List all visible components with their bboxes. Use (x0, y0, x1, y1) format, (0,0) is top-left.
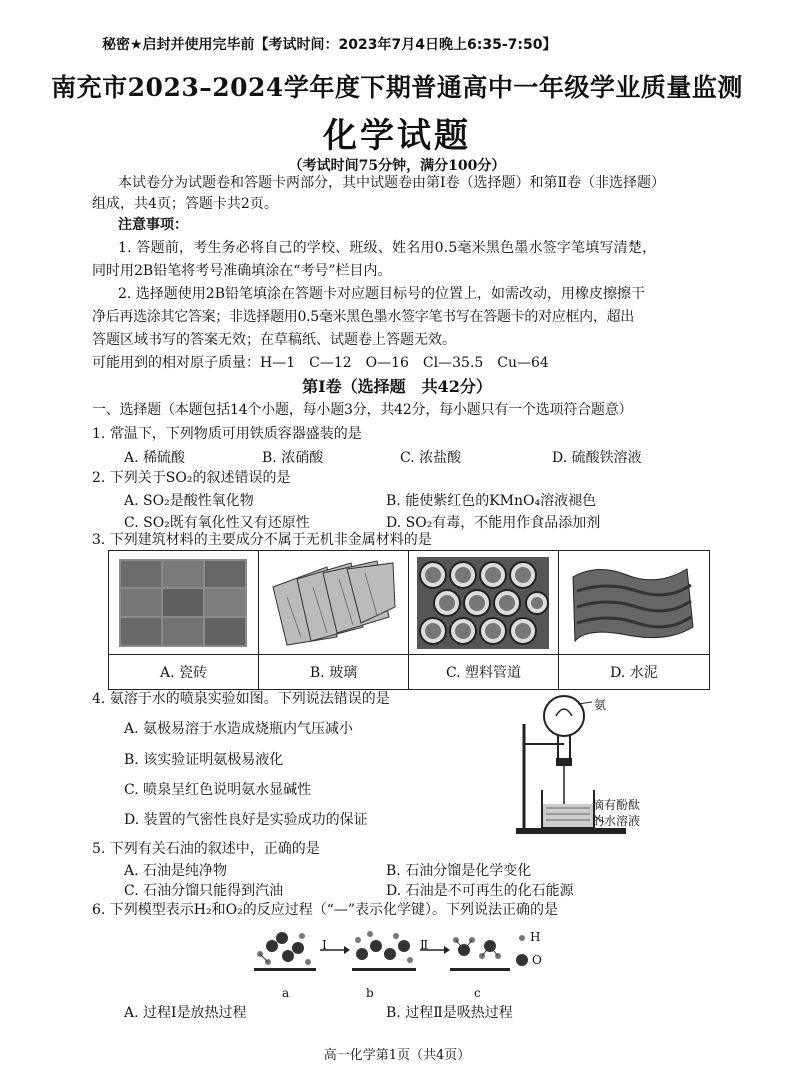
notice-2c: 答题区域书写的答案无效；在草稿纸、试题卷上答题无效。 (92, 332, 456, 348)
glass-picture (259, 551, 409, 655)
pipe-picture (409, 551, 559, 655)
q4-option-c: C. 喷泉呈红色说明氨水显碱性 (124, 782, 312, 798)
secret-line: 秘密★启封并使用完毕前【考试时间：2023年7月4日晚上6:35-7:50】 (102, 37, 557, 53)
q4-option-a: A. 氨极易溶于水造成烧瓶内气压减小 (124, 721, 354, 737)
legend-o: O (532, 953, 542, 967)
section-title: 第Ⅰ卷（选择题 共42分） (302, 377, 492, 396)
q2-option-b: B. 能使紫红色的KMnO₄溶液褪色 (386, 493, 597, 509)
q2-option-c: C. SO₂既有氧化性又有还原性 (124, 515, 310, 531)
section-desc: 一、选择题（本题包括14个小题，每小题3分，共42分，每小题只有一个选项符合题意） (92, 402, 633, 418)
q4-option-b: B. 该实验证明氨极易液化 (124, 752, 284, 768)
material-label-d: D. 水泥 (610, 665, 658, 681)
q5-option-a: A. 石油是纯净物 (124, 863, 228, 879)
q5-option-d: D. 石油是不可再生的化石能源 (386, 883, 574, 899)
legend-h: H (530, 930, 541, 944)
materials-table (108, 550, 710, 690)
time-info: （考试时间75分钟，满分100分） (288, 158, 506, 174)
q2-option-d: D. SO₂有毒，不能用作食品添加剂 (386, 515, 601, 531)
q6-option-b: B. 过程Ⅱ是吸热过程 (386, 1005, 513, 1021)
q4-option-d: D. 装置的气密性良好是实验成功的保证 (124, 812, 368, 828)
label-solution-2: 的水溶液 (592, 814, 641, 828)
q4-stem: 4. 氨溶于水的喷泉实验如图。下列说法错误的是 (92, 691, 390, 707)
step-1-label: Ⅰ (322, 938, 327, 952)
q2-option-a: A. SO₂是酸性氧化物 (124, 493, 254, 509)
q2-stem: 2. 下列关于SO₂的叙述错误的是 (92, 470, 291, 486)
reaction-model-diagram (250, 924, 560, 986)
q1-option-c: C. 浓盐酸 (400, 450, 462, 466)
q5-option-b: B. 石油分馏是化学变化 (386, 863, 532, 879)
q6-stem: 6. 下列模型表示H₂和O₂的反应过程（“—”表示化学键）。下列说法正确的是 (92, 902, 559, 918)
q3-stem: 3. 下列建筑材料的主要成分不属于无机非金属材料的是 (92, 532, 432, 548)
q1-option-b: B. 浓硝酸 (262, 450, 324, 466)
subject-title: 化学试题 (323, 116, 471, 156)
q1-option-a: A. 稀硫酸 (124, 450, 186, 466)
notice-title: 注意事项： (118, 217, 188, 233)
stage-b-label: b (366, 986, 374, 1000)
exam-title: 南充市2023–2024学年度下期普通高中一年级学业质量监测 (51, 73, 743, 102)
q5-stem: 5. 下列有关石油的叙述中，正确的是 (92, 841, 320, 857)
material-label-c: C. 塑料管道 (409, 655, 559, 689)
q1-stem: 1. 常温下，下列物质可用铁质容器盛装的是 (92, 426, 362, 442)
intro-line-2: 组成，共4页；答题卡共2页。 (92, 196, 278, 212)
material-label-b: B. 玻璃 (259, 655, 409, 689)
step-2-label: Ⅱ (420, 938, 429, 952)
notice-2b: 净后再选涂其它答案；非选择题用0.5毫米黑色墨水签字笔书写在答题卡的对应框内，超出 (92, 309, 634, 325)
stage-c-label: c (474, 986, 481, 1000)
atomic-masses: 可能用到的相对原子质量：H—1 C—12 O—16 Cl—35.5 Cu—64 (92, 355, 549, 371)
q1-option-d: D. 硫酸铁溶液 (552, 450, 642, 466)
notice-2a: 2. 选择题使用2B铅笔填涂在答题卡对应题目标号的位置上，如需改动，用橡皮擦擦干 (118, 286, 646, 302)
tile-picture (109, 551, 259, 655)
material-label-a: A. 瓷砖 (109, 655, 259, 689)
q5-option-c: C. 石油分馏只能得到汽油 (124, 883, 284, 899)
q6-option-a: A. 过程Ⅰ是放热过程 (124, 1005, 247, 1021)
notice-1b: 同时用2B铅笔将考号准确填涂在“考号”栏目内。 (92, 263, 392, 279)
notice-1a: 1. 答题前，考生务必将自己的学校、班级、姓名用0.5毫米黑色墨水签字笔填写清楚， (118, 240, 657, 256)
label-ammonia: 氨 (594, 698, 607, 712)
page-footer: 高一化学第1页（共4页） (323, 1048, 471, 1063)
intro-line-1: 本试卷分为试题卷和答题卡两部分，其中试题卷由第Ⅰ卷（选择题）和第Ⅱ卷（非选择题） (118, 175, 666, 191)
cement-picture (559, 551, 709, 655)
stage-a-label: a (282, 986, 290, 1000)
label-solution-1: 滴有酚酞 (592, 798, 641, 812)
